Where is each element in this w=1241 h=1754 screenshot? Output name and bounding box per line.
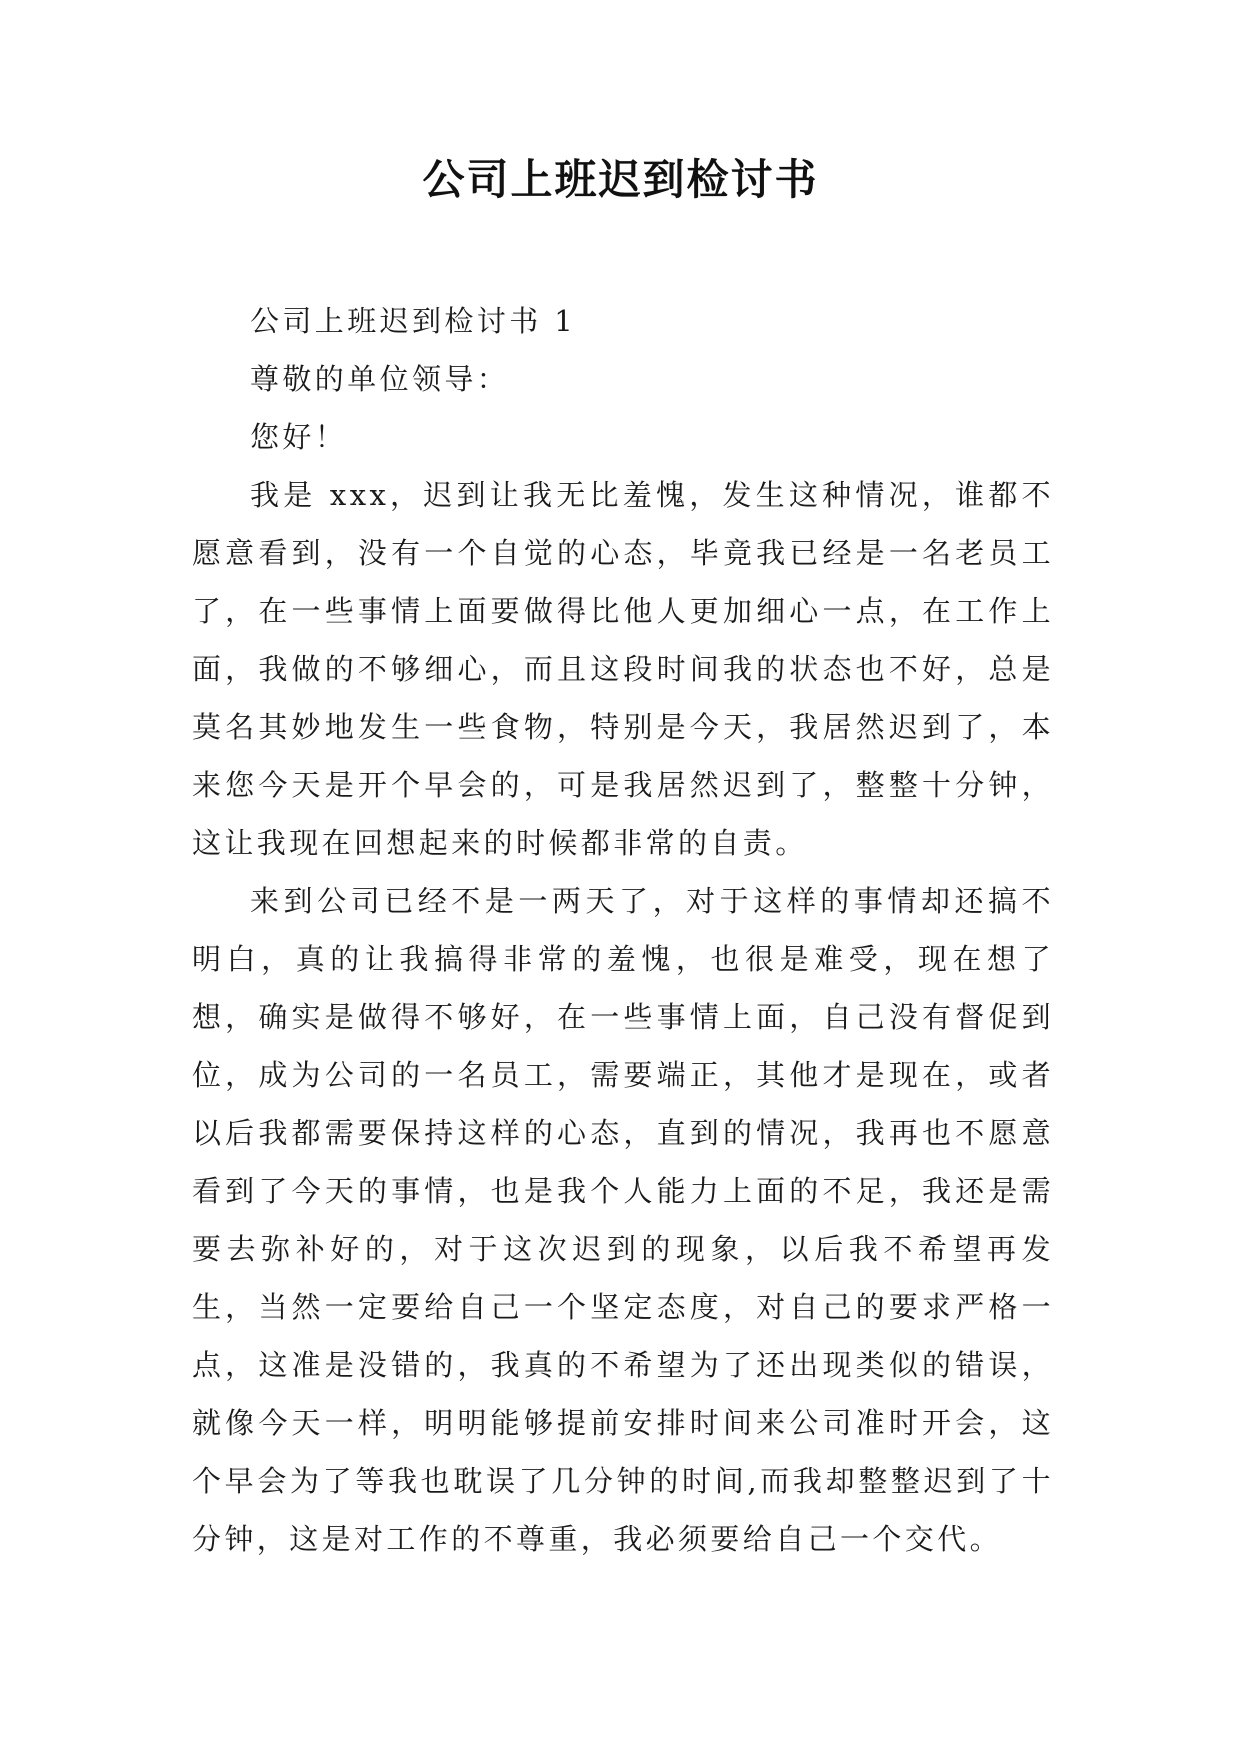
document-body: [192, 292, 1054, 1568]
body-paragraph: 来到公司已经不是一两天了，对于这样的事情却还搞不明白，真的让我搞得非常的羞愧，也很是难受，现在想了想，确实是做得不够好，在一些事情上面，自己没有督促到位，成为公司的一名员工，需要端正，其他才是现在，或者以后我都需要保持这样的心态，直到的情况，我再也不愿意看到了今天的事情，也是我个人能力上面的不足，我还是需要去弥补好的，对于这次迟到的现象，以后我不希望再发生，当然一定要给自己一个坚定态度，对自己的要求严格一点，这准是没错的，我真的不希望为了还出现类似的错误，就像今天一样，明明能够提前安排时间来公司准时开会，这个早会为了等我也耽误了几分钟的时间,而我却整整迟到了十分钟，这是对工作的不尊重，我必须要给自己一个交代。: [192, 884, 1054, 1556]
body-paragraph-salutation: 尊敬的单位领导：: [250, 362, 510, 396]
body-paragraph-heading: 公司上班迟到检讨书 1: [250, 304, 577, 338]
document-title: 公司上班迟到检讨书: [422, 155, 819, 204]
body-paragraph-greeting: 您好！: [250, 420, 348, 454]
body-paragraph: 我是 xxx，迟到让我无比羞愧，发生这种情况，谁都不愿意看到，没有一个自觉的心态，毕竟我已经是一名老员工了，在一些事情上面要做得比他人更加细心一点，在工作上面，我做的不够细心，而且这段时间我的状态也不好，总是莫名其妙地发生一些食物，特别是今天，我居然迟到了，本来您今天是开个早会的，可是我居然迟到了，整整十分钟，这让我现在回想起来的时候都非常的自责。: [192, 478, 1054, 860]
